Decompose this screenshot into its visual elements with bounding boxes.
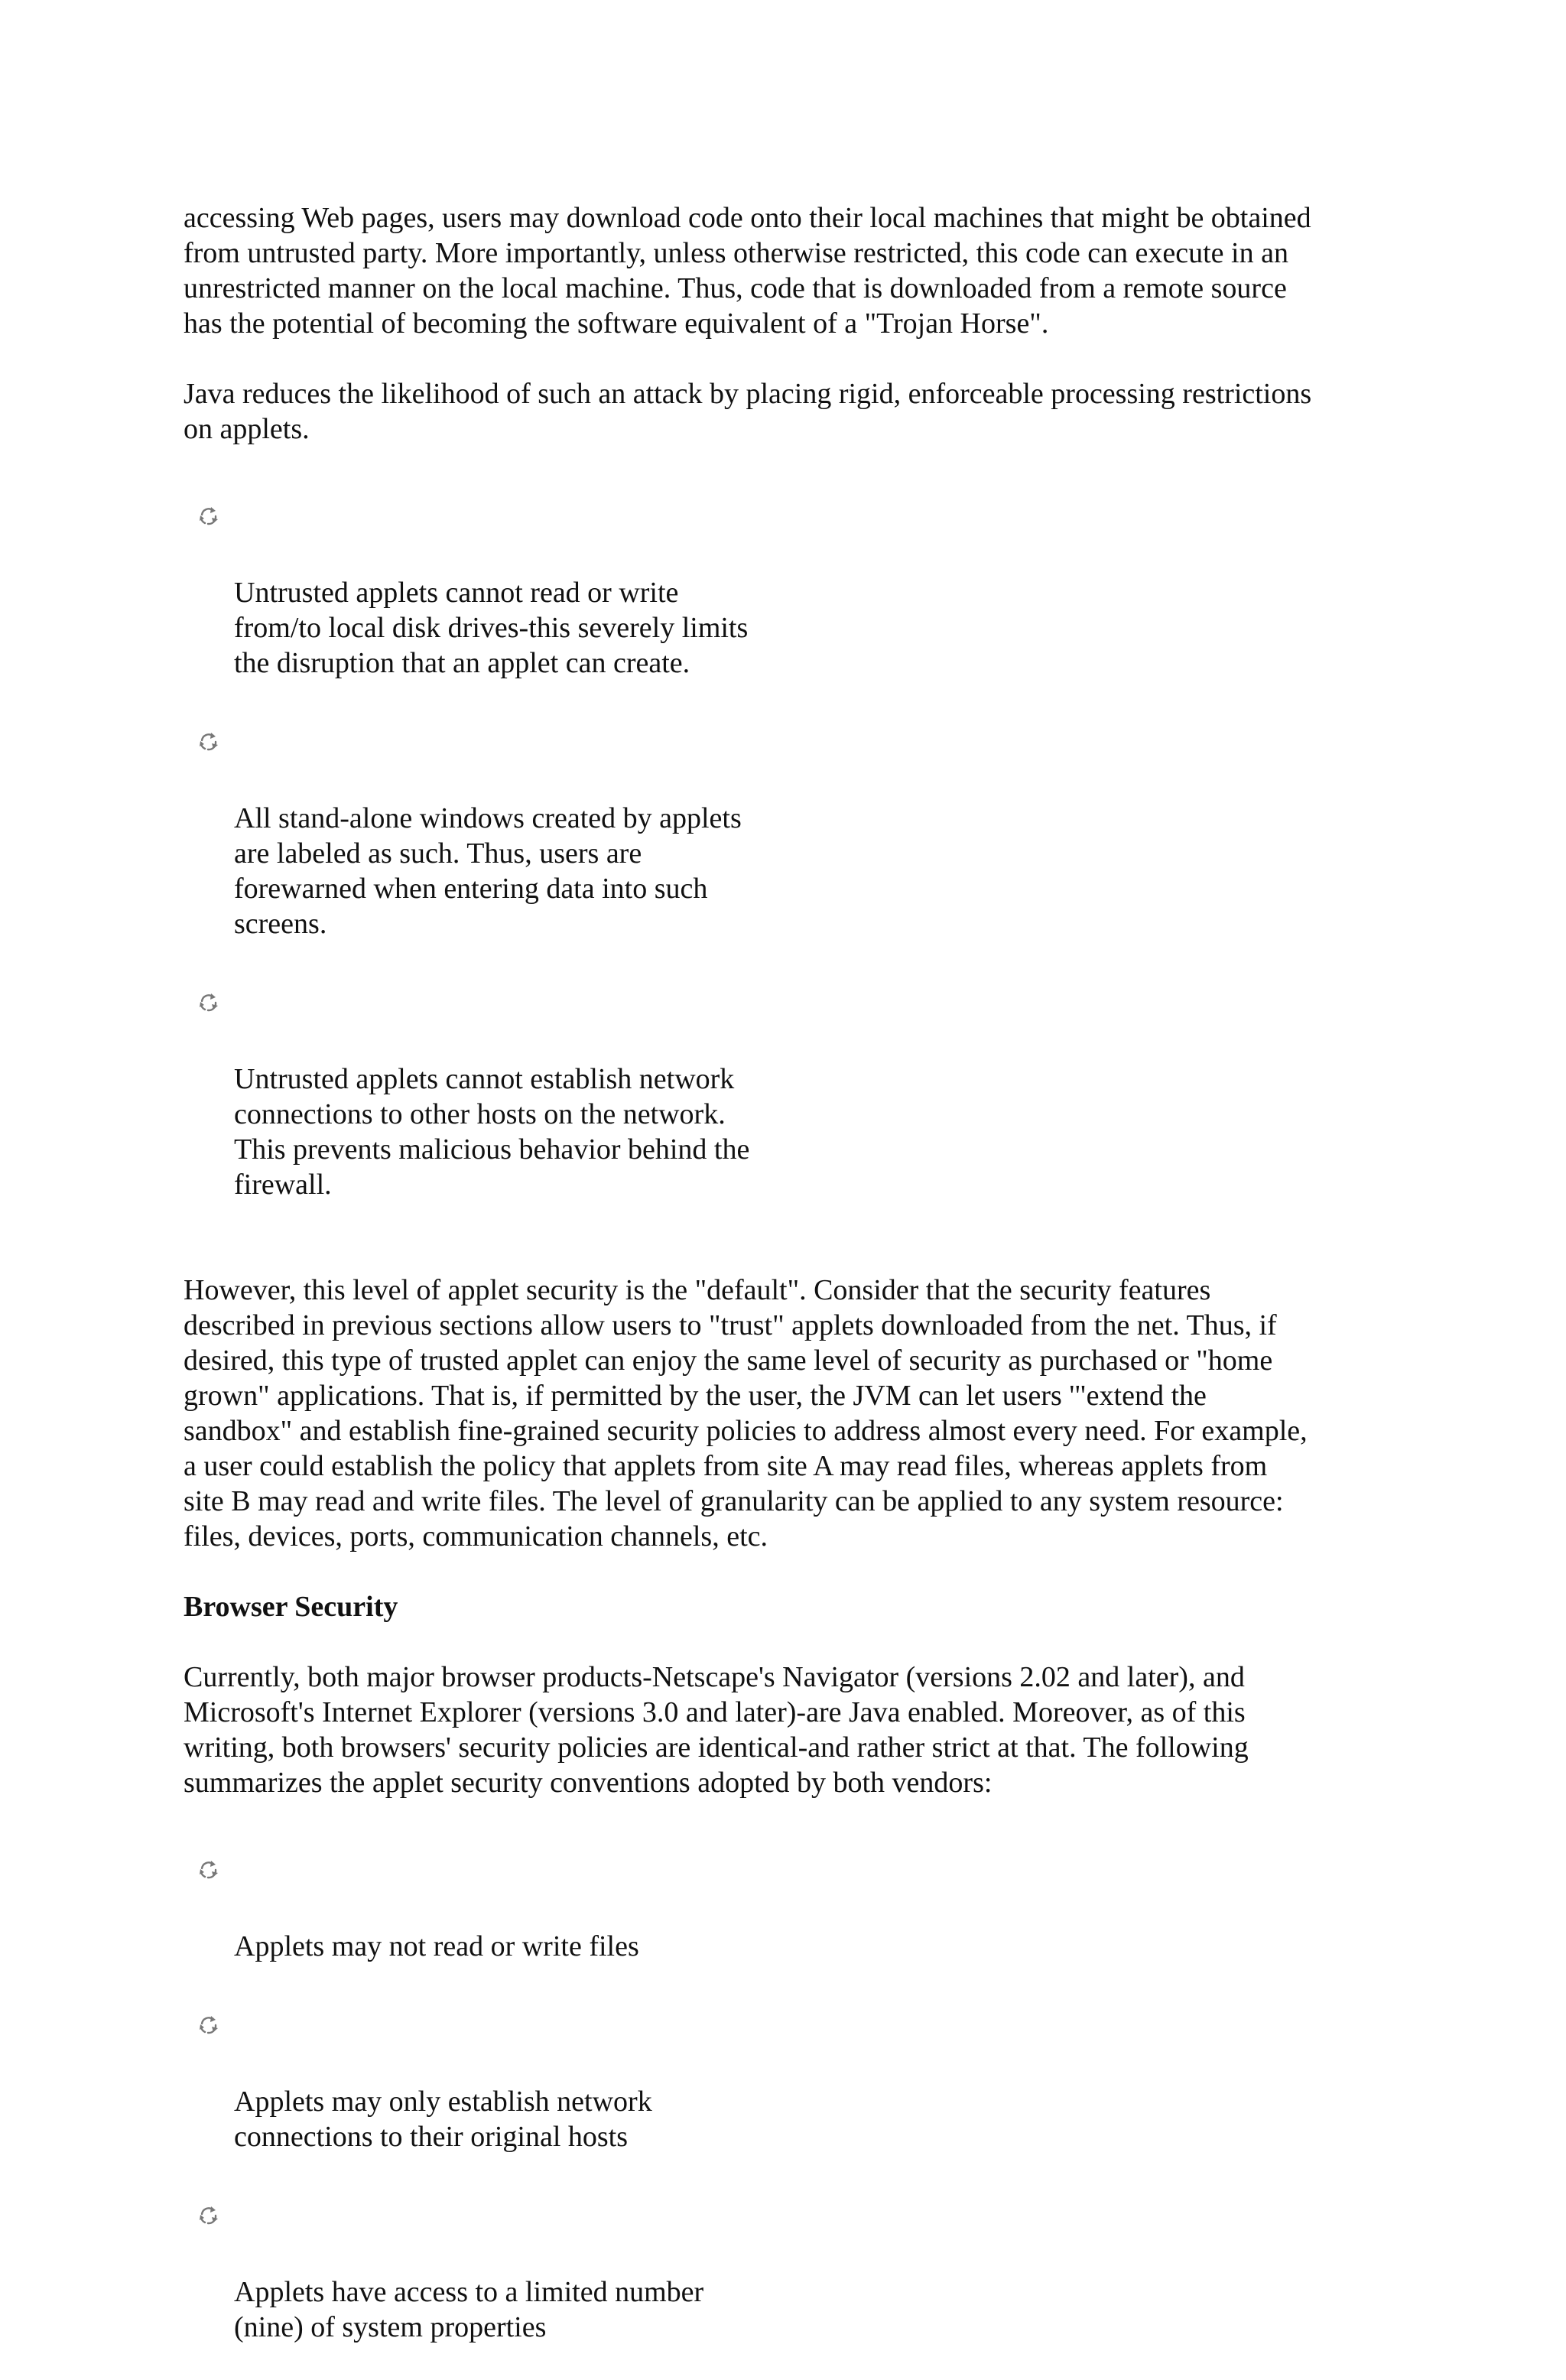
- list-item-text: Applets may only establish network connections to their original hosts: [234, 2086, 652, 2153]
- recycle-bullet-icon: [197, 506, 220, 528]
- list-item-text: Untrusted applets cannot read or write from/to local disk drives-this severely limits the disruption that an applet can create.: [234, 577, 749, 679]
- list-item: [197, 2204, 794, 2380]
- paragraph-browser-products: Currently, both major browser products-Netscape's Navigator (versions 2.02 and later), and Microsoft's Internet Explorer (versions 3.0 and later)-are Java enabled. Moreover, as of this writing, both browsers' security policies are identical-and rather strict at that. The following summarizes the applet security conventions adopted by both vendors:: [184, 1661, 1249, 1799]
- list-item-text: Untrusted applets cannot establish network connections to other hosts on the network. This prevents malicious behavior behind the firewall.: [234, 1063, 750, 1201]
- list-item: [197, 505, 794, 716]
- bullet-list-applet-restrictions: [197, 505, 794, 1237]
- paragraph-intro: accessing Web pages, users may download code onto their local machines that might be obtained from untrusted party. More importantly, unless otherwise restricted, this code can execute in an unrestricted manner on the local machine. Thus, code that is downloaded from a remote source has the potential of becoming the software equivalent of a "Trojan Horse".: [184, 202, 1311, 340]
- list-item-text: Applets may not read or write files: [234, 1930, 639, 1962]
- section-heading-browser-security: Browser Security: [184, 1591, 398, 1623]
- recycle-bullet-icon: [197, 731, 220, 754]
- recycle-bullet-icon: [197, 1859, 220, 1882]
- list-item-text: Applets have access to a limited number (nine) of system properties: [234, 2276, 704, 2343]
- paragraph-default-security: However, this level of applet security is the "default". Consider that the security features described in previous sections allow users to "trust" applets downloaded from the net. Thus, if desired, this type of trusted applet can enjoy the same level of security as purchased or "home grown" applications. That is, if permitted by the user, the JVM can let users '"extend the sandbox" and establish fine-grained security policies to address almost every need. For example, a user could establish the policy that applets from site A may read files, whereas applets from site B may read and write files. The level of granularity can be applied to any system resource: files, devices, ports, communication channels, etc.: [184, 1274, 1308, 1553]
- list-item: [197, 2014, 794, 2190]
- document-page: [184, 200, 1376, 2380]
- bullet-list-browser-conventions: [197, 1858, 794, 2380]
- list-item: [197, 991, 794, 1237]
- recycle-bullet-icon: [197, 2014, 220, 2037]
- list-item: [197, 730, 794, 977]
- paragraph-java-restrictions: Java reduces the likelihood of such an attack by placing rigid, enforceable processing restrictions on applets.: [184, 378, 1312, 445]
- list-item: [197, 1858, 794, 1999]
- recycle-bullet-icon: [197, 2205, 220, 2228]
- list-item-text: All stand-alone windows created by applets are labeled as such. Thus, users are forewarned when entering data into such screens.: [234, 802, 742, 940]
- recycle-bullet-icon: [197, 992, 220, 1015]
